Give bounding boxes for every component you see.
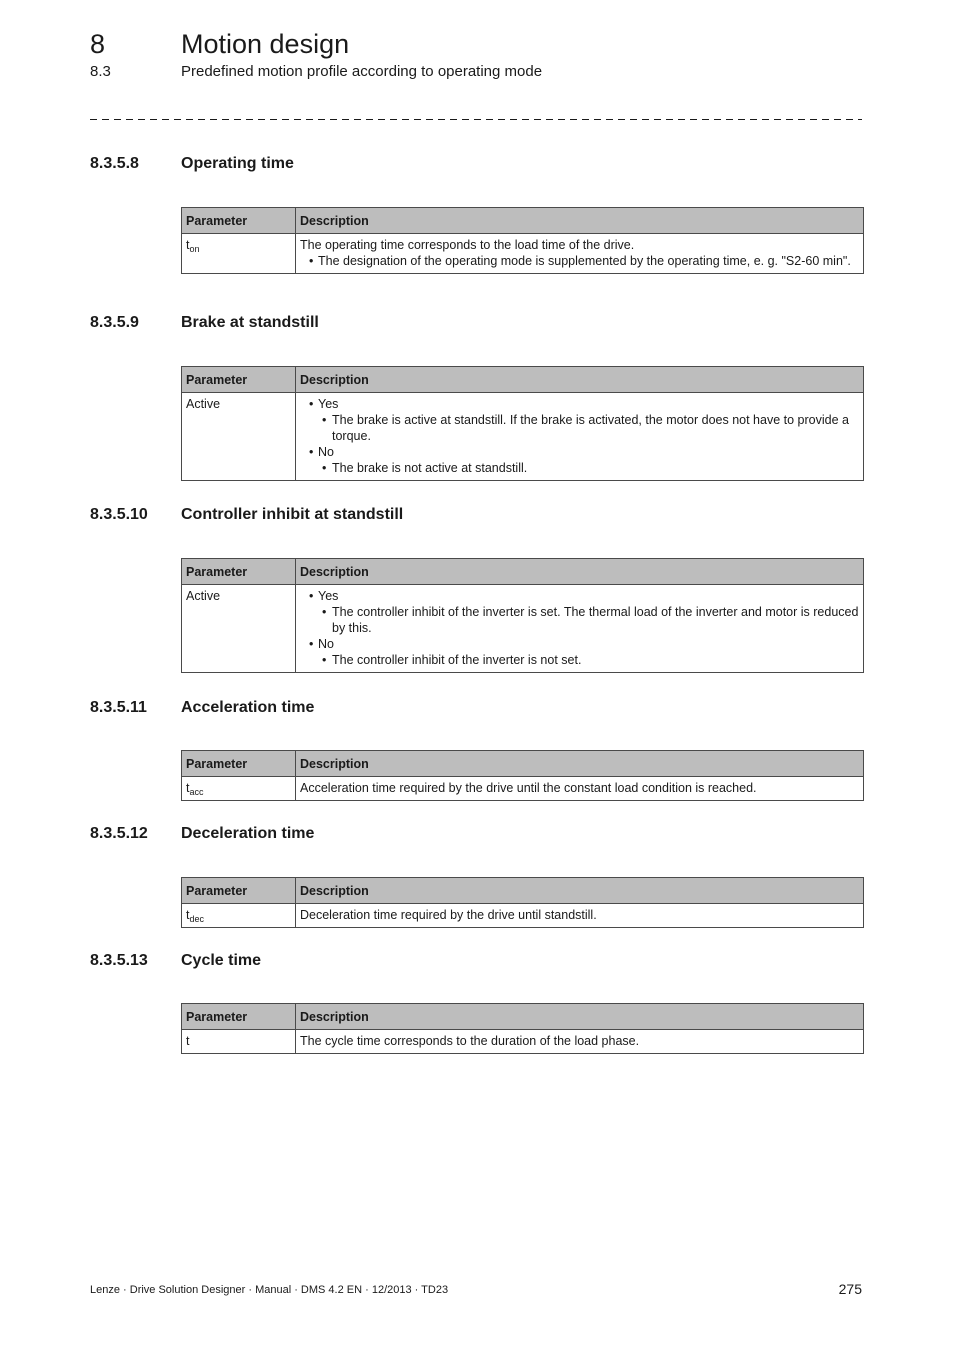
param-cell — [182, 904, 296, 928]
table-row — [182, 393, 864, 481]
header-description: Description — [296, 751, 864, 777]
param-cell: Active — [182, 393, 296, 481]
bullet-yes-detail: • The controller inhibit of the inverter is set. The thermal load of the inverter and motor is reduced by this. — [300, 604, 859, 636]
description-cell — [296, 585, 864, 673]
param-cell: Active — [182, 585, 296, 673]
description-cell: The cycle time corresponds to the duration of the load phase. — [296, 1030, 864, 1054]
heading-operating-time: Operating time — [181, 155, 294, 172]
table-row — [182, 585, 864, 673]
param-cell — [182, 234, 296, 274]
table-row — [182, 777, 864, 801]
description-cell: Deceleration time required by the drive until standstill. — [296, 904, 864, 928]
heading-brake: Brake at standstill — [181, 314, 319, 331]
header-parameter: Parameter — [182, 367, 296, 393]
table-cycle-time — [181, 1003, 864, 1054]
table-row — [182, 234, 864, 274]
description-text: The operating time corresponds to the load time of the drive. — [300, 238, 635, 252]
table-header-row — [182, 367, 864, 393]
chapter-title: Motion design — [181, 29, 350, 59]
bullet-yes: • Yes — [300, 396, 859, 412]
param-symbol: t — [186, 238, 190, 252]
param-cell — [182, 777, 296, 801]
footer-text: Lenze · Drive Solution Designer · Manual · DMS 4.2 EN · 12/2013 · TD23 — [90, 1284, 449, 1296]
bullet-no: • No — [300, 444, 859, 460]
param-subscript: acc — [189, 787, 204, 797]
table-header-row — [182, 878, 864, 904]
page-number: 275 — [838, 1281, 862, 1297]
header-parameter: Parameter — [182, 751, 296, 777]
table-row — [182, 1030, 864, 1054]
section-number: 8.3 — [90, 63, 111, 80]
header-description: Description — [296, 559, 864, 585]
param-symbol: t — [186, 908, 190, 922]
table-header-row — [182, 751, 864, 777]
header-description: Description — [296, 367, 864, 393]
description-cell — [296, 393, 864, 481]
heading-number-operating-time: 8.3.5.8 — [90, 155, 139, 172]
section-title: Predefined motion profile according to operating mode — [181, 63, 543, 80]
bullet-no-detail: • The brake is not active at standstill. — [300, 460, 859, 476]
header-description: Description — [296, 878, 864, 904]
bullet-yes-detail: • The brake is active at standstill. If the brake is activated, the motor does not have to provide a torque. — [300, 412, 859, 444]
heading-controller-inhibit: Controller inhibit at standstill — [181, 506, 404, 523]
header-divider — [90, 119, 862, 120]
table-acceleration — [181, 750, 864, 801]
bullet-yes: • Yes — [300, 588, 859, 604]
param-cell: t — [182, 1030, 296, 1054]
param-subscript: dec — [189, 914, 204, 924]
bullet-item: • The designation of the operating mode is supplemented by the operating time, e. g. "S2-60 min". — [300, 253, 859, 269]
table-operating-time — [181, 207, 864, 274]
chapter-number: 8 — [90, 29, 106, 59]
header-parameter: Parameter — [182, 878, 296, 904]
bullet-no-detail: • The controller inhibit of the inverter is not set. — [300, 652, 859, 668]
table-header-row — [182, 559, 864, 585]
heading-deceleration: Deceleration time — [181, 825, 315, 842]
param-symbol: t — [186, 781, 190, 795]
heading-acceleration: Acceleration time — [181, 699, 315, 716]
header-description: Description — [296, 208, 864, 234]
table-header-row — [182, 1004, 864, 1030]
table-deceleration — [181, 877, 864, 928]
table-brake — [181, 366, 864, 481]
param-subscript: on — [189, 244, 200, 254]
table-controller-inhibit — [181, 558, 864, 673]
description-cell — [296, 234, 864, 274]
table-header-row — [182, 208, 864, 234]
header-parameter: Parameter — [182, 208, 296, 234]
heading-number-acceleration: 8.3.5.11 — [90, 699, 147, 716]
heading-number-brake: 8.3.5.9 — [90, 314, 139, 331]
header-parameter: Parameter — [182, 1004, 296, 1030]
table-row — [182, 904, 864, 928]
heading-cycle-time: Cycle time — [181, 952, 262, 969]
heading-number-deceleration: 8.3.5.12 — [90, 825, 148, 842]
bullet-no: • No — [300, 636, 859, 652]
heading-number-cycle-time: 8.3.5.13 — [90, 952, 148, 969]
heading-number-controller-inhibit: 8.3.5.10 — [90, 506, 148, 523]
header-description: Description — [296, 1004, 864, 1030]
header-parameter: Parameter — [182, 559, 296, 585]
description-cell: Acceleration time required by the drive until the constant load condition is reached. — [296, 777, 864, 801]
